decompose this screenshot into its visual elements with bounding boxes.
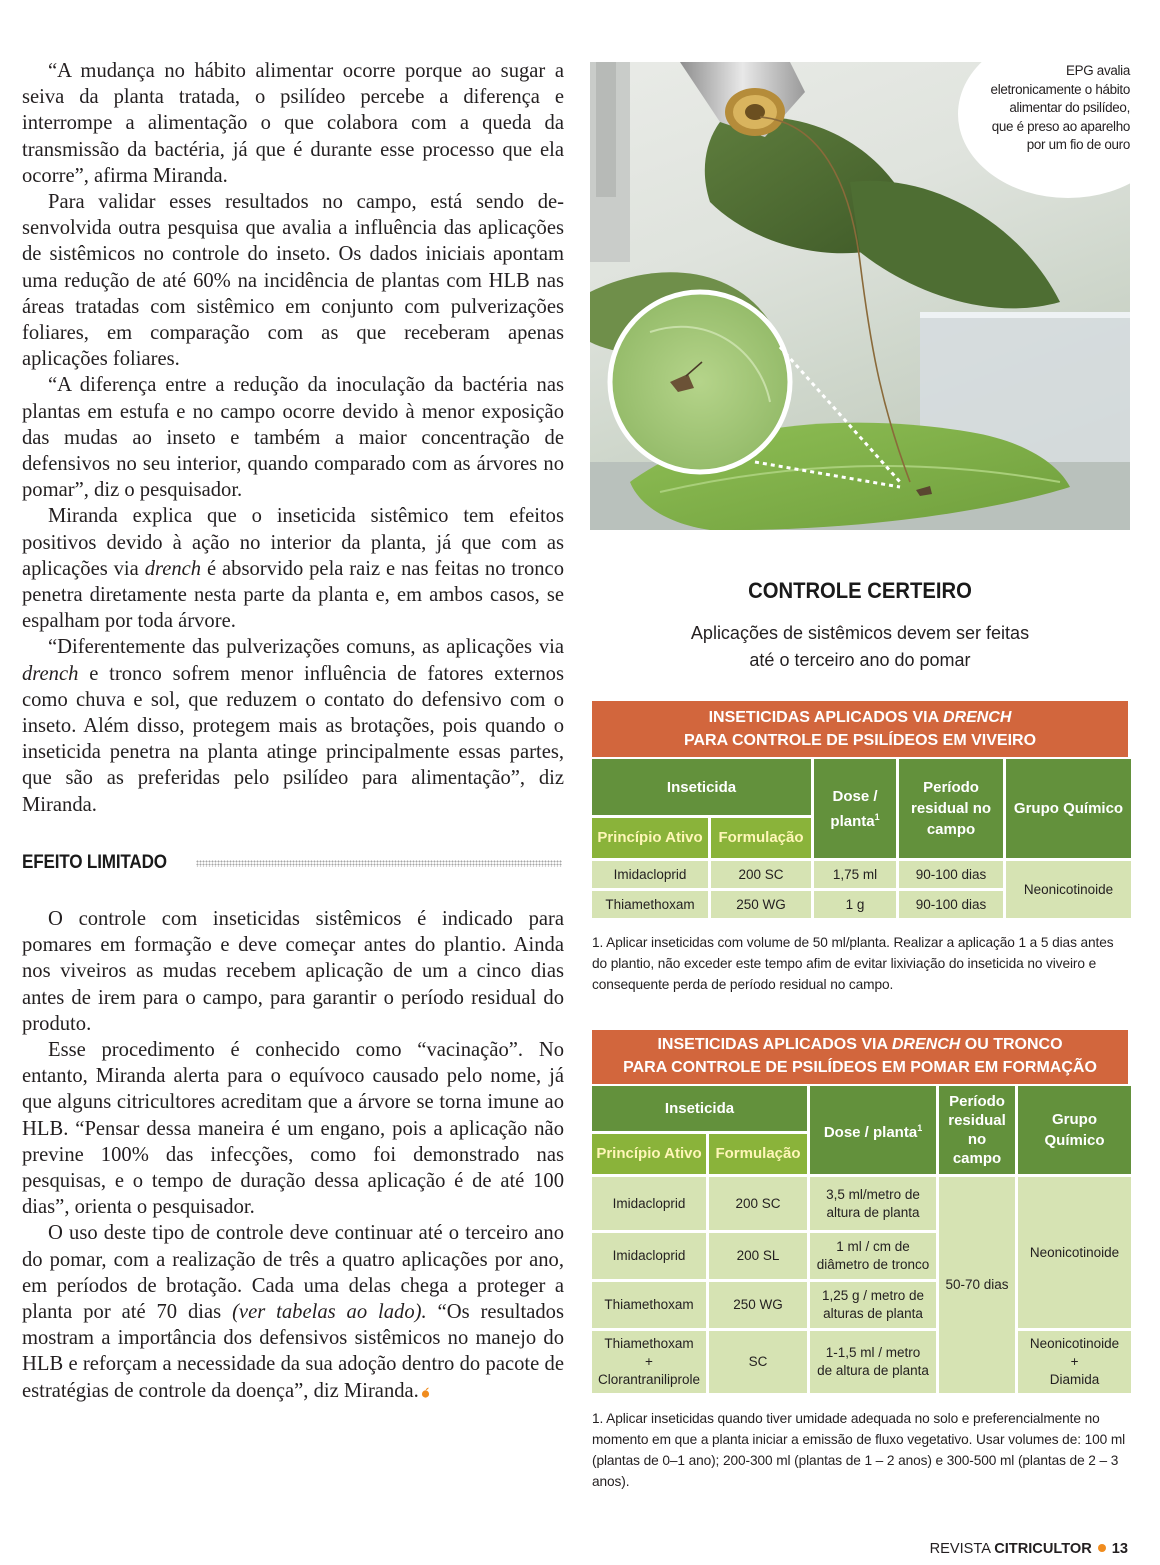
article-paragraph [22, 1220, 564, 1403]
caption-line: alimentar do psilídeo, [1009, 100, 1130, 116]
italic-term: drench [144, 557, 202, 580]
title-run: OU TRONCO [960, 1036, 1063, 1053]
title-italic: DRENCH [891, 1036, 961, 1053]
text-run: e tronco sofrem menor influência de fatores externos como chuva e sol, que reduzem o contato do defensivo com o inseto. Além disso, protegem mais as brotações, pois quando o inseticida penetra na planta atinge principalmente essas partes, que são as preferidas pelo psilídeo para alimentação”, diz Miranda. [22, 662, 564, 816]
text-run: “Diferentemente das pulverizações comuns, as aplicações via [48, 636, 564, 659]
th-line: Químico [1044, 1132, 1105, 1149]
cell-periodo: 90-100 dias [899, 861, 1003, 888]
cell-dose [810, 1282, 936, 1328]
italic-term: drench [22, 662, 79, 685]
table2 [589, 1083, 1134, 1396]
cell-formulacao: 200 SC [709, 1177, 807, 1230]
subtitle-line: até o terceiro ano do pomar [749, 650, 971, 670]
cell-line: de altura de planta [817, 1363, 929, 1378]
table2-title [592, 1030, 1128, 1084]
section-heading-text: EFEITO LIMITADO [22, 851, 167, 873]
th-line: Grupo [1052, 1111, 1098, 1128]
th-grupo: Grupo Químico [1006, 759, 1131, 858]
cell-line: altura de planta [826, 1204, 920, 1220]
box-title: CONTROLE CERTEIRO [748, 578, 972, 603]
table2-footnote: 1. Aplicar inseticidas quando tiver umidade adequada no solo e preferencialmente no momento em que a planta iniciar a emissão de fluxo vegetativo. Usar volumes de: 100 ml (plantas de 0–1 ano); 200-300 ml (plantas de 1 – 2 anos) e 300-500 ml (plantas de 2 – 3 anos). [592, 1411, 1126, 1489]
caption-line: que é preso ao aparelho [991, 118, 1130, 134]
text-run: “Os resultados mostram a importância dos defensivos sistêmicos no manejo do HLB e reforçam a necessidade da sua adoção dentro do pacote de estratégias de controle da doença”, diz Miranda. [22, 1300, 564, 1402]
title-run: INSETICIDAS APLICADOS VIA [657, 1036, 892, 1053]
th-line: no [967, 1131, 987, 1148]
th-dose [814, 759, 896, 858]
th-dose-text: Dose / planta [830, 787, 878, 830]
article-paragraph: “A diferença entre a redução da inoculação da bactéria nas plantas em estufa e no campo ocorre devido à menor exposição das mudas ao inseto e também a maior concentração de defensivos no seu interior, quando comparado com as árvores no pomar”, diz o pesquisador. [22, 374, 564, 502]
cell-line: Clorantraniliprole [597, 1372, 701, 1387]
table1-title-line: PARA CONTROLE DE PSILÍDEOS EM VIVEIRO [683, 731, 1037, 749]
cell-dose [810, 1233, 936, 1279]
title-run: INSETICIDAS APLICADOS VIA [708, 709, 943, 726]
article-paragraph: “A mudança no hábito alimentar ocorre porque ao sugar a seiva da planta tratada, o psilídeo percebe a diferença e interrompe a alimentação o que colabora com a queda da transmissão da bactéria, já que é durante esse processo que ela ocorre”, afirma Miranda. [22, 60, 564, 187]
cell-line: 1 ml / cm de [836, 1239, 910, 1254]
footnote-mark: 1 [874, 811, 880, 822]
table1-title [592, 701, 1128, 757]
cell-periodo: 90-100 dias [899, 891, 1003, 918]
th-formulacao: Formulação [709, 1134, 807, 1174]
box-subtitle [590, 620, 1130, 674]
th-formulacao: Formulação [711, 818, 811, 858]
text-run: é absorvido pela raiz e nas feitas no tronco penetra diretamente nesta parte da planta e, em ambos casos, se espalham por toda árvore. [22, 557, 564, 633]
th-principio: Princípio Ativo [592, 1134, 706, 1174]
dotted-rule [196, 860, 562, 867]
th-principio: Princípio Ativo [592, 818, 708, 858]
th-line: campo [952, 1150, 1002, 1167]
subtitle-line: Aplicações de sistêmicos devem ser feitas [690, 623, 1030, 643]
cell-dose [810, 1331, 936, 1393]
cell-formulacao: 200 SL [709, 1233, 807, 1279]
cell-formulacao: SC [709, 1331, 807, 1393]
cell-line: alturas de planta [823, 1306, 923, 1321]
cell-dose: 1 g [814, 891, 896, 918]
th-periodo: Período residual no campo [899, 759, 1003, 858]
th-line: Período [949, 1093, 1005, 1110]
article-paragraph: Para validar esses resultados no campo, está sendo desenvolvida outra pesquisa que avalia a influência das aplicações de sistêmicos no controle do inseto. Os dados iniciais apontam uma redução de até 60% na incidência de plantas com HLB nas áreas tratadas com sistêmico em conjunto com pulverizações foliares, em comparação com as que receberam apenas aplicações foliares. [22, 191, 564, 371]
footer-dot-icon [1098, 1544, 1106, 1552]
footer-brand: CITRICULTOR [994, 1541, 1092, 1557]
cell-line: Thiamethoxam [604, 1336, 694, 1351]
cell-grupo [1018, 1331, 1131, 1393]
footnote-mark: 1 [917, 1122, 923, 1133]
cell-line: + [1070, 1354, 1079, 1369]
table2-title-line: PARA CONTROLE DE PSILÍDEOS EM POMAR EM FORMAÇÃO [623, 1058, 1097, 1076]
th-dose [810, 1086, 936, 1174]
th-inseticida: Inseticida [592, 759, 811, 815]
article-paragraph [22, 503, 564, 634]
cell-line: 1-1,5 ml / metro [825, 1345, 921, 1360]
cell-dose: 1,75 ml [814, 861, 896, 888]
orange-end-icon [421, 1387, 430, 1398]
cell-line: + [645, 1354, 653, 1369]
footer-magazine-label: REVISTA [929, 1541, 995, 1557]
cell-line: 3,5 ml/metro de [826, 1186, 920, 1202]
article-paragraph: O controle com inseticidas sistêmicos é indicado para pomares em formação e deve começar antes do plantio. Ainda nos viveiros as mudas recebem aplicação de um a cinco dias antes de irem para o campo, para garantir o período residual do produto. [22, 907, 564, 1035]
article-paragraph: Esse procedimento é conhecido como “vacinação”. No entanto, Miranda alerta para o equívoco causado pelo nome, já que alguns citricultores acreditam que a árvore se torna imune ao HLB. “Pensar dessa maneira é um engano, pois a aplicação não previne 100% das infecções, como foi demonstrado nas pesquisas, e o tempo de duração dessa aplicação é de até 100 dias”, orienta o pesquisador. [22, 1038, 564, 1219]
cell-principio: Imidacloprid [592, 1233, 706, 1279]
text-run: Miranda explica que o inseticida sistêmico tem efeitos positivos devido à ação no interior da planta, já que com as aplicações via [22, 505, 564, 580]
table2-title-line [592, 1034, 1128, 1057]
cell-line: diâmetro de tronco [816, 1257, 930, 1272]
cell-formulacao: 250 WG [709, 1282, 807, 1328]
page-number: 13 [1111, 1541, 1128, 1557]
table1-title-line [592, 707, 1128, 730]
cell-line: Neonicotinoide [1029, 1336, 1120, 1351]
cell-dose [810, 1177, 936, 1230]
title-italic: DRENCH [942, 709, 1012, 726]
th-dose-text: Dose / planta [823, 1123, 918, 1141]
caption-line: EPG avalia [1066, 63, 1130, 78]
th-inseticida: Inseticida [592, 1086, 807, 1131]
th-line: residual [948, 1112, 1006, 1129]
article-column [22, 58, 564, 1404]
cell-principio: Thiamethoxam [592, 1282, 706, 1328]
table-row [592, 1331, 1131, 1393]
table1-footnote: 1. Aplicar inseticidas com volume de 50 ml/planta. Realizar a aplicação 1 a 5 dias antes do plantio, não exceder este tempo afim de evitar lixiviação do inseticida no viveiro e consequente perda de período residual no campo. [592, 935, 1114, 992]
cell-formulacao: 250 WG [711, 891, 811, 918]
cell-principio: Imidacloprid [592, 1177, 706, 1230]
table-row [592, 1177, 1131, 1230]
page-footer [930, 1541, 1128, 1557]
cell-periodo: 50-70 dias [939, 1177, 1015, 1393]
cell-line: Diamida [1049, 1372, 1100, 1387]
caption-line: por um fio de ouro [1026, 137, 1130, 153]
cell-principio: Imidacloprid [592, 861, 708, 888]
cell-grupo: Neonicotinoide [1006, 861, 1131, 918]
table1 [589, 756, 1134, 921]
article-paragraph [22, 634, 564, 817]
th-periodo [939, 1086, 1015, 1174]
italic-term: (ver tabelas ao lado). [232, 1300, 427, 1323]
section-heading [22, 852, 564, 878]
cell-formulacao: 200 SC [711, 861, 811, 888]
caption-line: eletronicamente o hábito [990, 81, 1130, 97]
cell-principio [592, 1331, 706, 1393]
table-row [592, 861, 1131, 888]
cell-principio: Thiamethoxam [592, 891, 708, 918]
cell-line: 1,25 g / metro de [821, 1288, 925, 1303]
th-grupo [1018, 1086, 1131, 1174]
cell-grupo: Neonicotinoide [1018, 1177, 1131, 1328]
text-run: O uso deste tipo de controle deve continuar até o terceiro ano do pomar, com a realização de três a quatro aplicações por ano, em períodos de brotação. Cada uma delas chega a proteger a planta por até 70 dias [22, 1222, 564, 1323]
photo-caption [910, 62, 1130, 155]
